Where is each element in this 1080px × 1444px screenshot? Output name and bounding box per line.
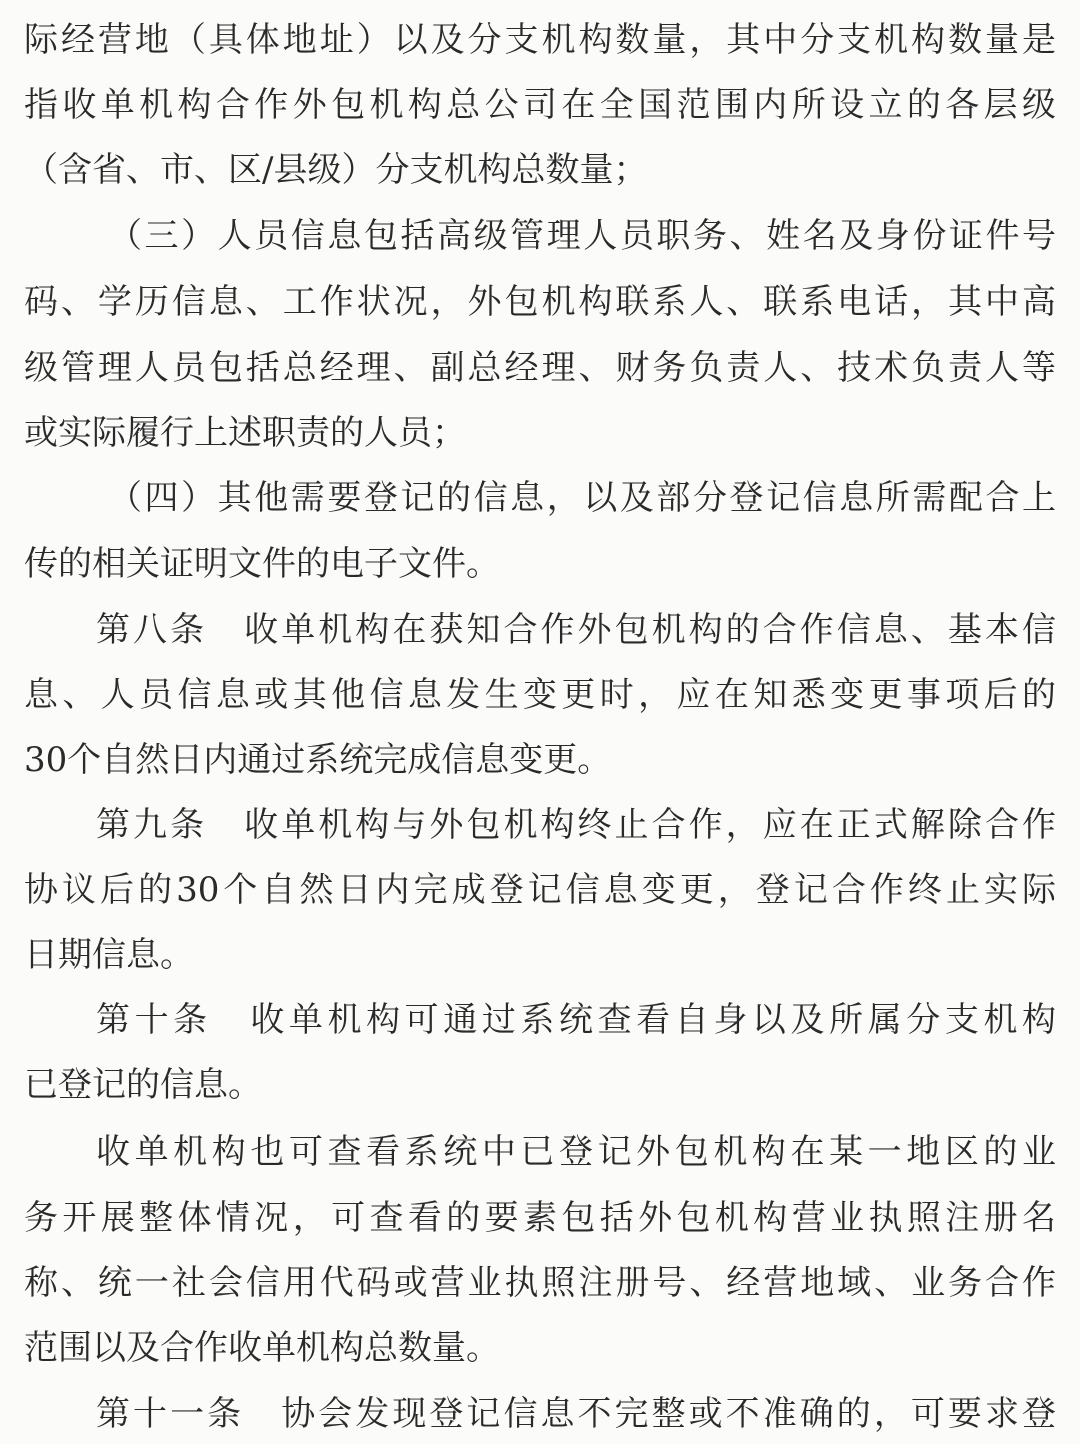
- text-line: 第九条 收单机构与外包机构终止合作，应在正式解除合作: [96, 805, 1056, 845]
- text-line: （四）其他需要登记的信息，以及部分登记信息所需配合上: [108, 478, 1056, 518]
- text-line: 码、学历信息、工作状况，外包机构联系人、联系电话，其中高: [24, 282, 1056, 322]
- text-line: 务开展整体情况，可查看的要素包括外包机构营业执照注册名: [24, 1198, 1056, 1238]
- text-line: 协议后的30个自然日内完成登记信息变更，登记合作终止实际: [24, 870, 1056, 910]
- text-line: 第十条 收单机构可通过系统查看自身以及所属分支机构: [96, 1000, 1056, 1040]
- text-line: （含省、市、区/县级）分支机构总数量；: [24, 150, 648, 190]
- text-line: 或实际履行上述职责的人员；: [24, 413, 466, 453]
- text-line: 传的相关证明文件的电子文件。: [24, 544, 500, 584]
- text-line: 级管理人员包括总经理、副总经理、财务负责人、技术负责人等: [24, 348, 1056, 388]
- text-line: 称、统一社会信用代码或营业执照注册号、经营地域、业务合作: [24, 1263, 1056, 1303]
- text-line: 第八条 收单机构在获知合作外包机构的合作信息、基本信: [96, 610, 1056, 650]
- text-line: 范围以及合作收单机构总数量。: [24, 1328, 500, 1368]
- text-line: 日期信息。: [24, 935, 194, 975]
- text-line: 已登记的信息。: [24, 1065, 262, 1105]
- text-line: 30个自然日内通过系统完成信息变更。: [24, 740, 612, 780]
- text-line: （三）人员信息包括高级管理人员职务、姓名及身份证件号: [108, 216, 1056, 256]
- text-line: 息、人员信息或其他信息发生变更时，应在知悉变更事项后的: [24, 675, 1056, 715]
- text-line: 收单机构也可查看系统中已登记外包机构在某一地区的业: [96, 1132, 1056, 1172]
- text-line: 第十一条 协会发现登记信息不完整或不准确的，可要求登: [96, 1394, 1056, 1434]
- text-line: 指收单机构合作外包机构总公司在全国范围内所设立的各层级: [24, 85, 1056, 125]
- text-line: 际经营地（具体地址）以及分支机构数量，其中分支机构数量是: [24, 20, 1056, 60]
